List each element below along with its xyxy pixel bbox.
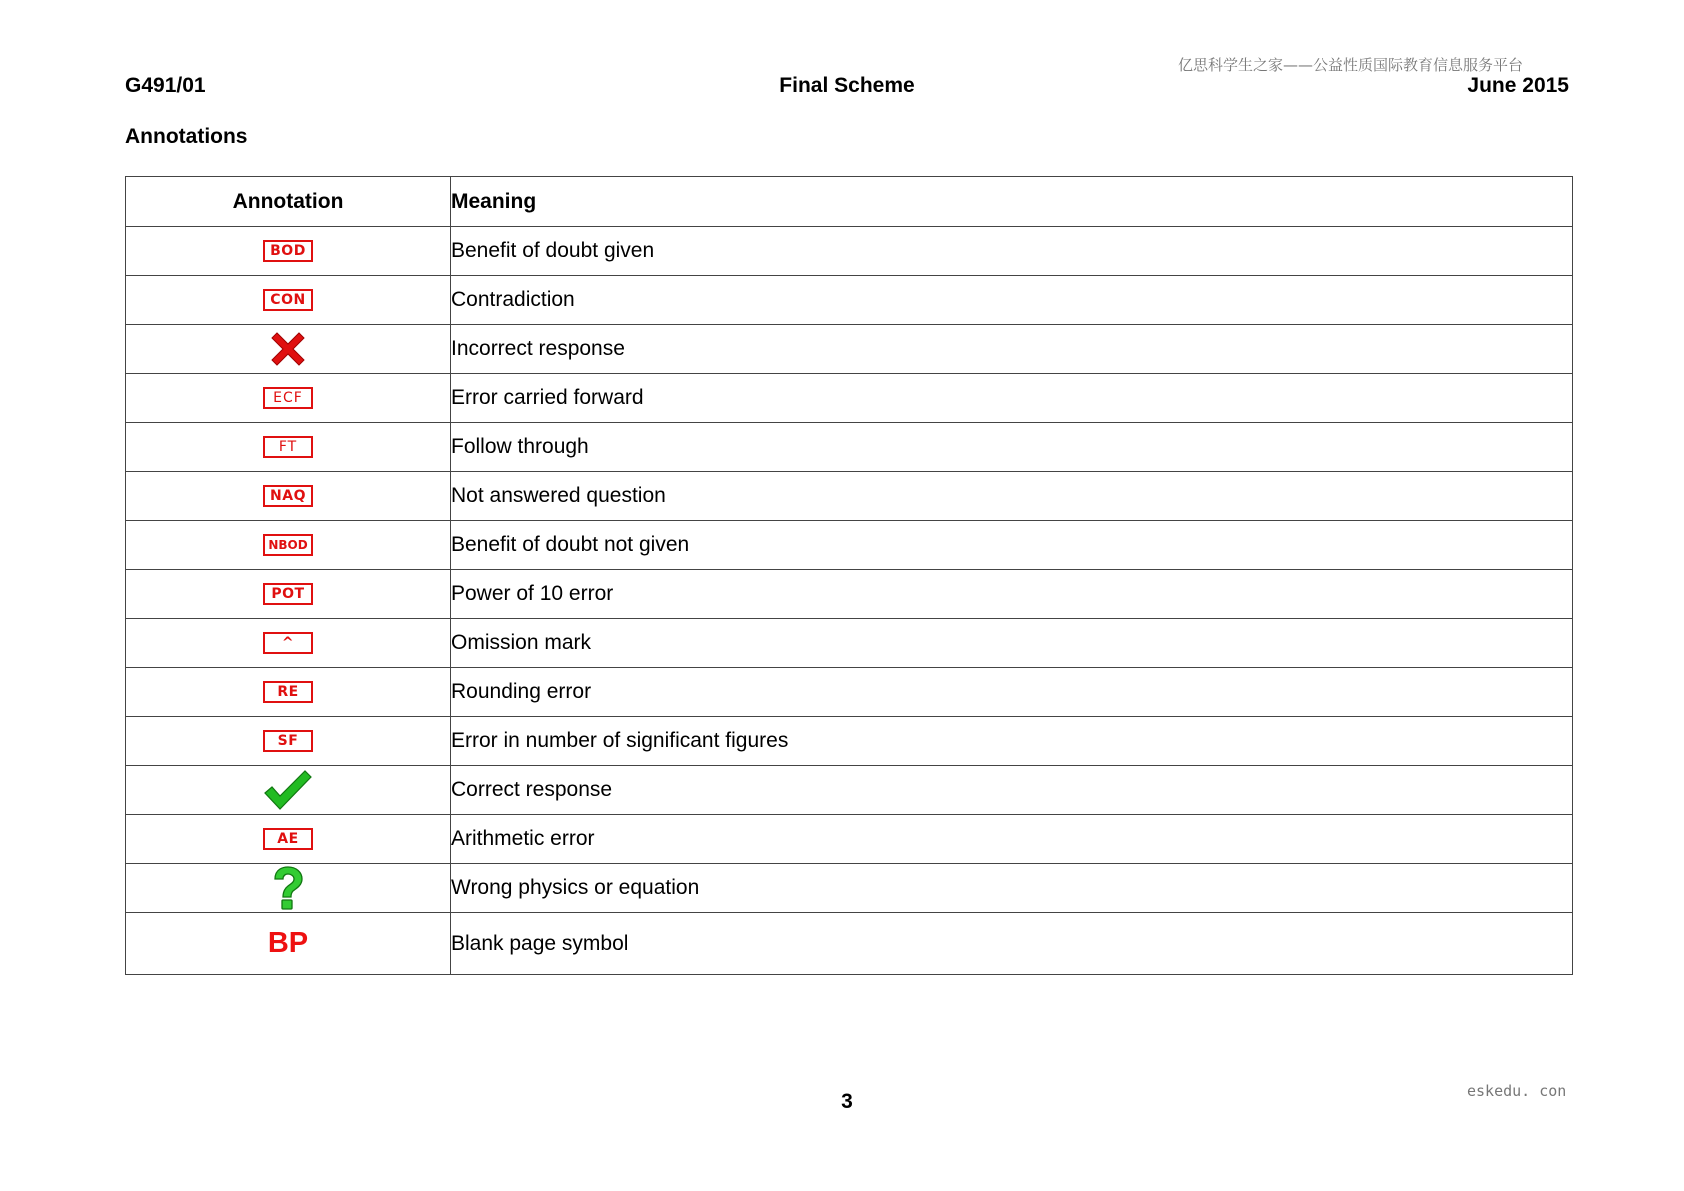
naq-stamp-icon: NAQ — [263, 485, 313, 507]
meaning-cell: Blank page symbol — [451, 913, 1573, 975]
meaning-cell: Rounding error — [451, 668, 1573, 717]
table-row — [126, 766, 1573, 815]
ae-stamp-icon: AE — [263, 828, 313, 850]
cross-icon — [269, 330, 307, 368]
pot-stamp-icon: POT — [263, 583, 313, 605]
table-header-row — [126, 177, 1573, 227]
table-row — [126, 521, 1573, 570]
column-header-meaning: Meaning — [451, 177, 1573, 227]
annotation-cell — [126, 619, 451, 668]
column-header-annotation: Annotation — [126, 177, 451, 227]
annotation-cell — [126, 423, 451, 472]
meaning-cell: Follow through — [451, 423, 1573, 472]
annotation-cell — [126, 815, 451, 864]
caret-stamp-icon: ^ — [263, 632, 313, 654]
annotations-table — [125, 176, 1573, 975]
sf-stamp-icon: SF — [263, 730, 313, 752]
con-stamp-icon: CON — [263, 289, 313, 311]
table-row — [126, 374, 1573, 423]
meaning-cell: Error in number of significant figures — [451, 717, 1573, 766]
meaning-cell: Arithmetic error — [451, 815, 1573, 864]
annotation-cell — [126, 521, 451, 570]
table-row — [126, 668, 1573, 717]
annotation-cell — [126, 864, 451, 913]
nbod-stamp-icon: NBOD — [263, 534, 313, 556]
annotation-cell — [126, 227, 451, 276]
annotation-cell — [126, 766, 451, 815]
re-stamp-icon: RE — [263, 681, 313, 703]
annotation-cell — [126, 668, 451, 717]
annotation-cell — [126, 325, 451, 374]
annotation-cell — [126, 374, 451, 423]
table-row — [126, 276, 1573, 325]
bp-text-icon: BP — [267, 927, 309, 959]
table-row — [126, 227, 1573, 276]
meaning-cell: Benefit of doubt given — [451, 227, 1573, 276]
table-row — [126, 325, 1573, 374]
table-row — [126, 619, 1573, 668]
question-mark-icon — [270, 866, 306, 910]
annotation-cell — [126, 570, 451, 619]
header-title: Final Scheme — [779, 74, 915, 97]
watermark-bottom: eskedu. con — [1467, 1082, 1567, 1100]
bod-stamp-icon: BOD — [263, 240, 313, 262]
header-date: June 2015 — [1467, 74, 1569, 97]
meaning-cell: Contradiction — [451, 276, 1573, 325]
meaning-cell: Wrong physics or equation — [451, 864, 1573, 913]
table-row — [126, 423, 1573, 472]
table-row — [126, 913, 1573, 975]
annotation-cell — [126, 276, 451, 325]
meaning-cell: Correct response — [451, 766, 1573, 815]
table-row — [126, 815, 1573, 864]
section-title: Annotations — [125, 125, 248, 148]
table-row — [126, 717, 1573, 766]
header-code: G491/01 — [125, 74, 206, 97]
meaning-cell: Benefit of doubt not given — [451, 521, 1573, 570]
meaning-cell: Power of 10 error — [451, 570, 1573, 619]
table-row — [126, 570, 1573, 619]
meaning-cell: Error carried forward — [451, 374, 1573, 423]
annotation-cell — [126, 913, 451, 975]
ft-stamp-icon: FT — [263, 436, 313, 458]
meaning-cell: Not answered question — [451, 472, 1573, 521]
table-row — [126, 864, 1573, 913]
ecf-stamp-icon: ECF — [263, 387, 313, 409]
watermark-top: 亿思科学生之家——公益性质国际教育信息服务平台 — [1178, 56, 1524, 74]
tick-icon — [263, 769, 313, 811]
table-row — [126, 472, 1573, 521]
annotation-cell — [126, 472, 451, 521]
meaning-cell: Incorrect response — [451, 325, 1573, 374]
annotation-cell — [126, 717, 451, 766]
meaning-cell: Omission mark — [451, 619, 1573, 668]
page-number: 3 — [841, 1090, 853, 1113]
